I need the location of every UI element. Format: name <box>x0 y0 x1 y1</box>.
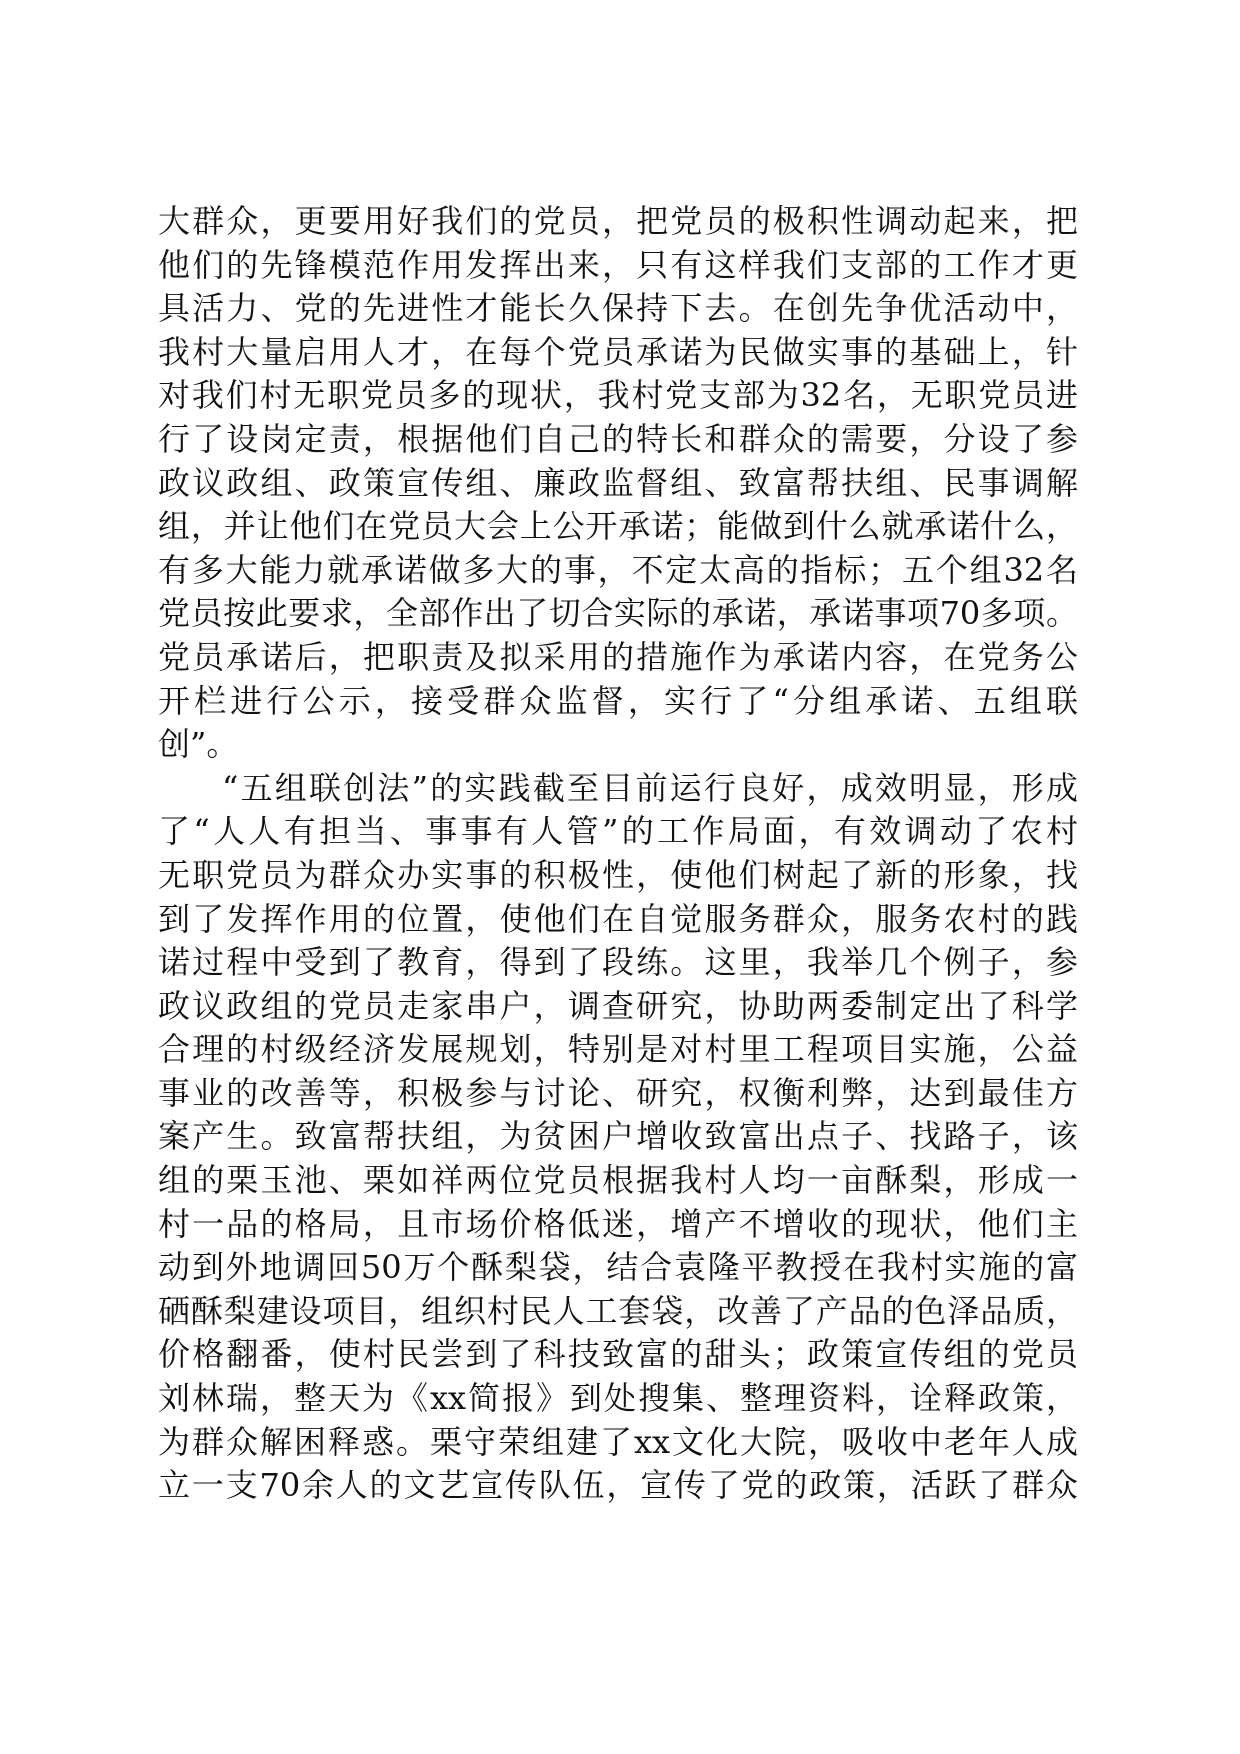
text-line: 政议政组的党员走家串户，调查研究，协助两委制定出了科学 <box>158 986 1078 1025</box>
text-line: 大群众，更要用好我们的党员，把党员的极积性调动起来，把 <box>158 202 1078 240</box>
text-line: 创”。 <box>158 725 239 764</box>
text-line: 村一品的格局，且市场价格低迷，增产不增收的现状，他们主 <box>158 1204 1078 1243</box>
text-line: 为群众解困释惑。栗守荣组建了xx文化大院，吸收中老年人成 <box>158 1422 1078 1461</box>
text-line: 动到外地调回50万个酥梨袋，结合袁隆平教授在我村实施的富 <box>158 1248 1078 1287</box>
text-line: 刘林瑞，整天为《xx简报》到处搜集、整理资料，诠释政策， <box>158 1379 1078 1418</box>
text-line: 诺过程中受到了教育，得到了段练。这里，我举几个例子，参 <box>158 943 1078 982</box>
body-text <box>158 200 1078 1508</box>
text-line: 立一支70余人的文艺宣传队伍，宣传了党的政策，活跃了群众 <box>158 1466 1078 1505</box>
text-line: 党员按此要求，全部作出了切合实际的承诺，承诺事项70多项。 <box>158 594 1078 633</box>
text-line: 有多大能力就承诺做多大的事，不定太高的指标；五个组32名 <box>158 550 1078 589</box>
text-line: 我村大量启用人才，在每个党员承诺为民做实事的基础上，针 <box>158 332 1078 371</box>
text-line: 事业的改善等，积极参与讨论、研究，权衡利弊，达到最佳方 <box>158 1073 1078 1112</box>
paragraph-1 <box>158 200 1078 767</box>
text-line: “五组联创法”的实践截至目前运行良好，成效明显，形成 <box>222 768 1078 807</box>
text-line: 合理的村级经济发展规划，特别是对村里工程项目实施，公益 <box>158 1030 1078 1069</box>
text-line: 政议政组、政策宣传组、廉政监督组、致富帮扶组、民事调解 <box>158 463 1078 502</box>
text-line: 无职党员为群众办实事的积极性，使他们树起了新的形象，找 <box>158 855 1078 894</box>
text-line: 党员承诺后，把职责及拟采用的措施作为承诺内容，在党务公 <box>158 637 1078 676</box>
text-line: 案产生。致富帮扶组，为贫困户增收致富出点子、找路子，该 <box>158 1117 1078 1156</box>
text-line: 具活力、党的先进性才能长久保持下去。在创先争优活动中， <box>158 289 1078 328</box>
text-line: 了“人人有担当、事事有人管”的工作局面，有效调动了农村 <box>158 812 1078 851</box>
text-line: 组的栗玉池、栗如祥两位党员根据我村人均一亩酥梨，形成一 <box>158 1161 1078 1200</box>
text-line: 硒酥梨建设项目，组织村民人工套袋，改善了产品的色泽品质， <box>158 1291 1078 1330</box>
text-line: 组，并让他们在党员大会上公开承诺；能做到什么就承诺什么， <box>158 507 1078 546</box>
text-line: 行了设岗定责，根据他们自己的特长和群众的需要，分设了参 <box>158 419 1078 458</box>
text-line: 价格翻番，使村民尝到了科技致富的甜头；政策宣传组的党员 <box>158 1335 1078 1374</box>
text-line: 到了发挥作用的位置，使他们在自觉服务群众，服务农村的践 <box>158 899 1078 938</box>
text-line: 开栏进行公示，接受群众监督，实行了“分组承诺、五组联 <box>158 681 1078 720</box>
paragraph-2 <box>158 767 1078 1508</box>
text-line: 他们的先锋模范作用发挥出来，只有这样我们支部的工作才更 <box>158 245 1078 284</box>
text-line: 对我们村无职党员多的现状，我村党支部为32名，无职党员进 <box>158 376 1078 415</box>
